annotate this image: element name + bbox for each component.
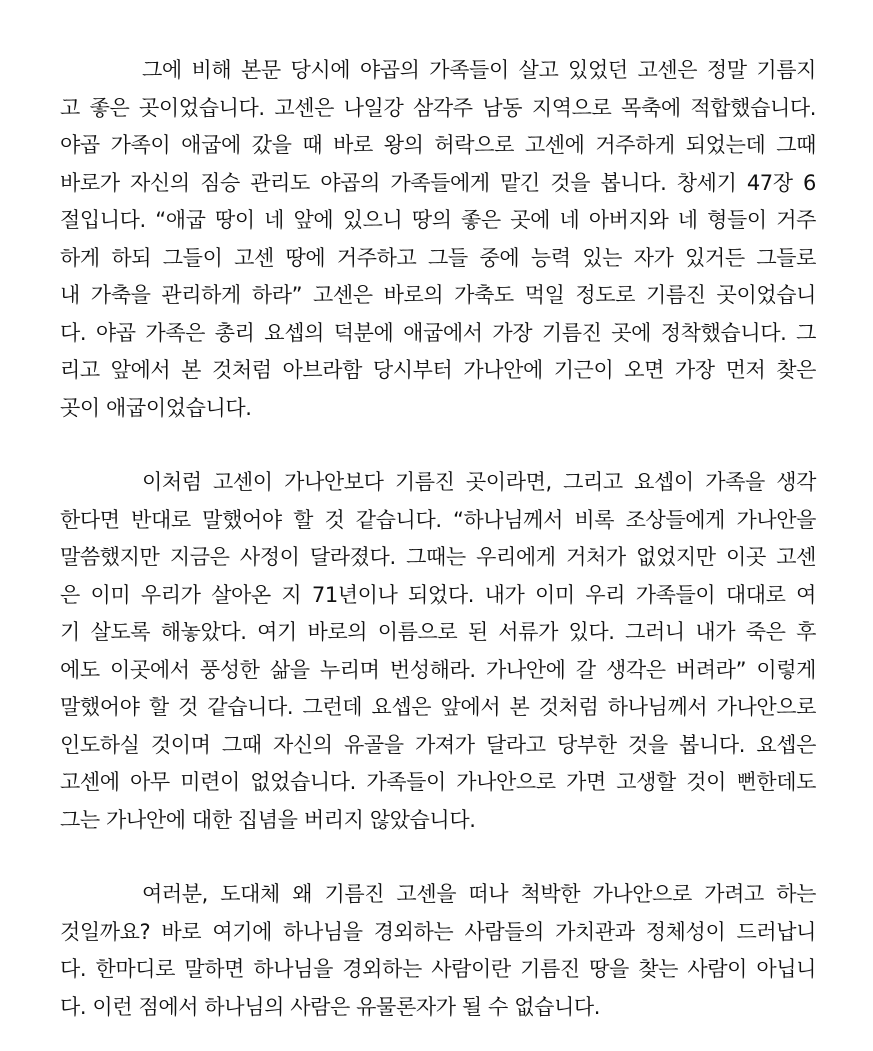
text-line: 다. 한마디로 말하면 하나님을 경외하는 사람이란 기름진 땅을 찾는 사람이 아닙니 bbox=[60, 957, 816, 981]
text-line: 하게 하되 그들이 고센 땅에 거주하고 그들 중에 능력 있는 자가 있거든 그들로 bbox=[60, 245, 816, 270]
text-line: 여러분, 도대체 왜 기름진 고센을 떠나 척박한 가나안으로 가려고 하는 bbox=[142, 882, 816, 906]
text-line: 절입니다. “애굽 땅이 네 앞에 있으니 땅의 좋은 곳에 네 아버지와 네 형들이 거주 bbox=[60, 208, 816, 232]
text-line: 야곱 가족이 애굽에 갔을 때 바로 왕의 허락으로 고센에 거주하게 되었는데 그때 bbox=[60, 133, 816, 157]
text-line: 이처럼 고센이 가나안보다 기름진 곳이라면, 그리고 요셉이 가족을 생각 bbox=[142, 470, 816, 494]
paragraph-spacer bbox=[60, 427, 816, 464]
text-line: 것일까요? 바로 여기에 하나님을 경외하는 사람들의 가치관과 정체성이 드러납니 bbox=[60, 919, 816, 944]
paragraph-2 bbox=[60, 464, 816, 839]
text-line: 기 살도록 해놓았다. 여기 바로의 이름으로 된 서류가 있다. 그러니 내가 죽은 후 bbox=[60, 620, 816, 644]
text-line: 은 이미 우리가 살아온 지 71년이나 되었다. 내가 이미 우리 가족들이 대대로 여 bbox=[60, 582, 816, 607]
text-line: 다. 이런 점에서 하나님의 사람은 유물론자가 될 수 없습니다. bbox=[60, 994, 601, 1019]
text-line: 한다면 반대로 말했어야 할 것 같습니다. “하나님께서 비록 조상들에게 가나안을 bbox=[60, 507, 816, 532]
text-line: 그에 비해 본문 당시에 야곱의 가족들이 살고 있었던 고센은 정말 기름지 bbox=[142, 58, 816, 82]
text-line: 곳이 애굽이었습니다. bbox=[60, 395, 252, 420]
text-line: 고센에 아무 미련이 없었습니다. 가족들이 가나안으로 가면 고생할 것이 뻔한데도 bbox=[60, 770, 816, 794]
text-line: 내 가축을 관리하게 하라” 고센은 바로의 가축도 먹일 정도로 기름진 곳이었습니 bbox=[60, 283, 816, 307]
paragraph-1 bbox=[60, 52, 816, 427]
paragraph-3 bbox=[60, 876, 816, 1026]
text-line: 에도 이곳에서 풍성한 삶을 누리며 번성해라. 가나안에 갈 생각은 버려라” 이렇게 bbox=[60, 657, 816, 682]
text-line: 인도하실 것이며 그때 자신의 유골을 가져가 달라고 당부한 것을 봅니다. 요셉은 bbox=[60, 732, 816, 757]
text-line: 고 좋은 곳이었습니다. 고센은 나일강 삼각주 남동 지역으로 목축에 적합했습니다. bbox=[60, 95, 816, 120]
text-line: 말씀했지만 지금은 사정이 달라졌다. 그때는 우리에게 거처가 없었지만 이곳 고센 bbox=[60, 545, 816, 569]
paragraph-spacer bbox=[60, 839, 816, 876]
text-line: 다. 야곱 가족은 총리 요셉의 덕분에 애굽에서 가장 기름진 곳에 정착했습니다. 그 bbox=[60, 320, 816, 345]
text-line: 말했어야 할 것 같습니다. 그런데 요셉은 앞에서 본 것처럼 하나님께서 가나안으로 bbox=[60, 695, 816, 719]
text-line: 그는 가나안에 대한 집념을 버리지 않았습니다. bbox=[60, 807, 476, 832]
text-line: 바로가 자신의 짐승 관리도 야곱의 가족들에게 맡긴 것을 봅니다. 창세기 47장 6 bbox=[60, 170, 816, 195]
document-page bbox=[60, 52, 816, 1026]
text-line: 리고 앞에서 본 것처럼 아브라함 당시부터 가나안에 기근이 오면 가장 먼저 찾은 bbox=[60, 358, 816, 382]
